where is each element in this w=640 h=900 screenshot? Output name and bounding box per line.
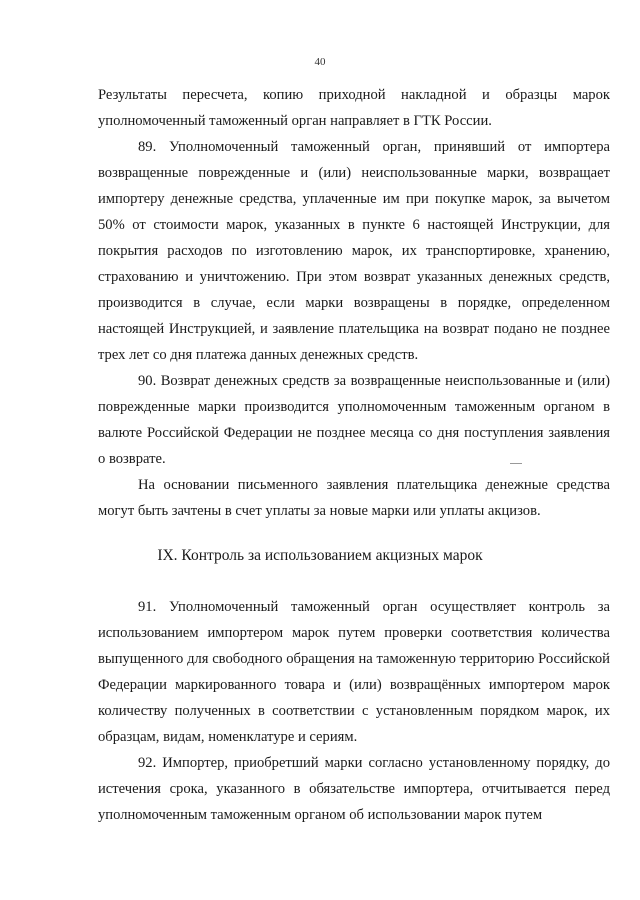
paragraph-results-recount: Результаты пересчета, копию приходной накладной и образцы марок уполномоченный таможенный орган направляет в ГТК России. xyxy=(98,87,610,129)
section-heading: IX. Контроль за использованием акцизных марок xyxy=(157,547,483,564)
paragraph-90: 90. Возврат денежных средств за возвращенные неиспользованные и (или) поврежденные марки производится уполномоченным таможенным органом в валюте Российской Федерации не позднее месяца со дня поступления заявления о возврате. xyxy=(98,373,610,467)
paragraph-written-application: На основании письменного заявления плательщика денежные средства могут быть зачтены в счет уплаты за новые марки или уплаты акцизов. xyxy=(98,477,610,519)
page-number: 40 xyxy=(314,56,326,68)
paragraph-92: 92. Импортер, приобретший марки согласно установленному порядку, до истечения срока, указанного в обязательстве импортера, отчитывается перед уполномоченным таможенным органом об использовании марок путем xyxy=(98,755,610,823)
scan-artifact xyxy=(510,463,522,464)
paragraph-89: 89. Уполномоченный таможенный орган, принявший от импортера возвращенные поврежденные и (или) неиспользованные марки, возвращает импортеру денежные средства, уплаченные им при покупке марок, за вычетом 50% от стоимости марок, указанных в пункте 6 настоящей Инструкции, для покрытия расходов по изготовлению марок, их транспортировке, хранению, страхованию и уничтожению. При этом возврат указанных денежных средств, производится в случае, если марки возвращены в порядке, определенном настоящей Инструкцией, и заявление плательщика на возврат подано не позднее трех лет со дня платежа данных денежных средств. xyxy=(98,139,610,363)
paragraph-91: 91. Уполномоченный таможенный орган осуществляет контроль за использованием импортером марок путем проверки соответствия количества выпущенного для свободного обращения на таможенную территорию Российской Федерации маркированного товара и (или) возвращённых импортером марок количеству полученных в соответствии с установленным порядком марок, их образцам, видам, номенклатуре и сериям. xyxy=(98,599,610,745)
